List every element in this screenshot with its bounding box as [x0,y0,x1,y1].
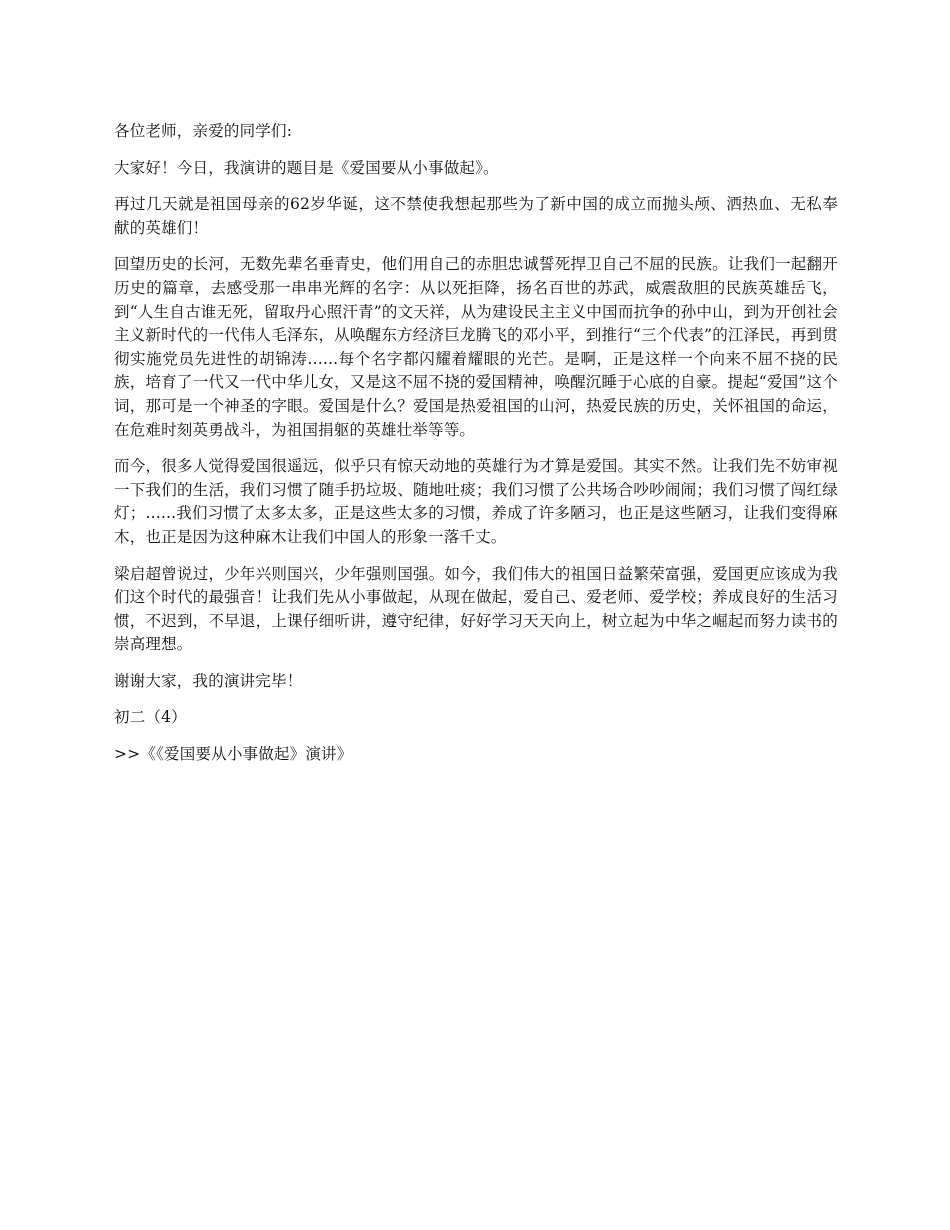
paragraph-history: 回望历史的长河，无数先辈名垂青史，他们用自己的赤胆忠诚誓死捍卫自己不屈的民族。让我们一起翻开历史的篇章，去感受那一串串光辉的名字：从以死拒降，扬名百世的苏武，威震敌胆的民族英雄岳飞，到“人生自古谁无死，留取丹心照汗青”的文天祥，从为建设民主主义中国而抗争的孙中山，到为开创社会主义新时代的一代伟人毛泽东，从唤醒东方经济巨龙腾飞的邓小平，到推行“三个代表”的江泽民，再到贯彻实施党员先进性的胡锦涛......每个名字都闪耀着耀眼的光芒。是啊，正是这样一个向来不屈不挠的民族，培育了一代又一代中华儿女，又是这不屈不挠的爱国精神，唤醒沉睡于心底的自豪。提起“爱国”这个词，那可是一个神圣的字眼。爱国是什么？爱国是热爱祖国的山河，热爱民族的历史，关怀祖国的命运，在危难时刻英勇战斗，为祖国捐躯的英雄壮举等等。 [114,255,838,439]
paragraph-habits: 而今，很多人觉得爱国很遥远，似乎只有惊天动地的英雄行为才算是爱国。其实不然。让我们先不妨审视一下我们的生活，我们习惯了随手扔垃圾、随地吐痰；我们习惯了公共场合吵吵闹闹；我们习惯了闯红绿灯；......我们习惯了太多太多，正是这些太多的习惯，养成了许多陋习，也正是这些陋习，让我们变得麻木，也正是因为这种麻木让我们中国人的形象一落千丈。 [114,457,838,546]
class-label: 初二（4） [114,708,187,727]
paragraph-intro: 大家好！今日，我演讲的题目是《爱国要从小事做起》。 [114,158,499,177]
footer-link[interactable]: >>《《爱国要从小事做起》演讲》 [114,745,353,764]
paragraph-anniversary: 再过几天就是祖国母亲的62岁华诞，这不禁使我想起那些为了新中国的成立而抛头颅、洒热血、无私奉献的英雄们！ [114,195,838,237]
paragraph-call-to-action: 梁启超曾说过，少年兴则国兴，少年强则国强。如今，我们伟大的祖国日益繁荣富强，爱国更应该成为我们这个时代的最强音！让我们先从小事做起，从现在做起，爱自己、爱老师、爱学校；养成良好的生活习惯，不迟到，不早退，上课仔细听讲，遵守纪律，好好学习天天向上，树立起为中华之崛起而努力读书的崇高理想。 [114,564,838,654]
document-body [114,120,838,767]
greeting: 各位老师，亲爱的同学们: [114,122,293,140]
paragraph-closing: 谢谢大家，我的演讲完毕！ [114,671,303,690]
